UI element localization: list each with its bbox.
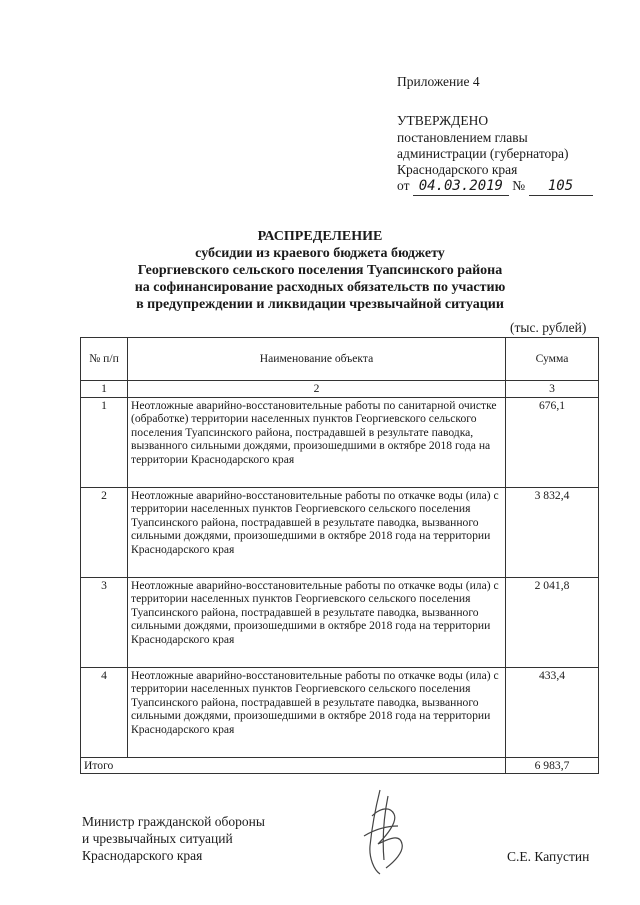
index-cell: 2 bbox=[128, 381, 506, 398]
index-cell: 1 bbox=[81, 381, 128, 398]
date-prefix: от bbox=[397, 178, 410, 193]
table-row bbox=[81, 577, 599, 667]
document-title: РАСПРЕДЕЛЕНИЕ bbox=[257, 229, 383, 244]
title-line-2: Георгиевского сельского поселения Туапсинского района bbox=[137, 263, 503, 278]
row-sum: 676,1 bbox=[506, 397, 599, 487]
header-sum: Сумма bbox=[506, 338, 599, 381]
distribution-table bbox=[80, 337, 599, 774]
decree-date: 04.03.2019 bbox=[413, 178, 509, 196]
index-row bbox=[81, 381, 599, 398]
signer-position-line-1: Министр гражданской обороны bbox=[82, 814, 265, 829]
approved-line-3: Краснодарского края bbox=[397, 162, 518, 177]
title-line-1: субсидии из краевого бюджета бюджету bbox=[195, 246, 445, 261]
row-num: 3 bbox=[81, 577, 128, 667]
row-num: 2 bbox=[81, 487, 128, 577]
table-row bbox=[81, 397, 599, 487]
index-cell: 3 bbox=[506, 381, 599, 398]
number-prefix: № bbox=[512, 178, 526, 193]
row-sum: 2 041,8 bbox=[506, 577, 599, 667]
title-line-4: в предупреждении и ликвидации чрезвычайной ситуации bbox=[136, 297, 504, 312]
table-row bbox=[81, 667, 599, 757]
decree-date-line bbox=[397, 178, 597, 196]
signer-position-line-2: и чрезвычайных ситуаций bbox=[82, 831, 233, 846]
signer-name: С.Е. Капустин bbox=[507, 849, 590, 864]
header-num: № п/п bbox=[81, 338, 128, 381]
row-name: Неотложные аварийно-восстановительные работы по откачке воды (ила) с территории населенных пунктов Георгиевского сельского поселения Туапсинского района, пострадавшей в результате паводка, вызванного сильными дождями, произошедшими в октябре 2018 года на территории Краснодарского края bbox=[128, 667, 506, 757]
total-row bbox=[81, 757, 599, 774]
decree-number: 105 bbox=[529, 178, 593, 196]
row-num: 4 bbox=[81, 667, 128, 757]
row-name: Неотложные аварийно-восстановительные работы по санитарной очистке (обработке) территории населенных пунктов Георгиевского сельского поселения Туапсинского района, пострадавшей в результате паводка, вызванного сильными дождями, произошедшими в октябре 2018 года на территории Краснодарского края bbox=[128, 397, 506, 487]
table-header-row bbox=[81, 338, 599, 381]
appendix-label: Приложение 4 bbox=[397, 74, 480, 89]
total-value: 6 983,7 bbox=[506, 757, 599, 774]
handwritten-signature-icon bbox=[350, 786, 420, 878]
row-sum: 433,4 bbox=[506, 667, 599, 757]
total-label: Итого bbox=[81, 757, 506, 774]
approved-line-2: администрации (губернатора) bbox=[397, 146, 569, 161]
units-label: (тыс. рублей) bbox=[510, 320, 587, 335]
approved-stamp: УТВЕРЖДЕНО bbox=[397, 113, 489, 128]
row-num: 1 bbox=[81, 397, 128, 487]
approved-line-1: постановлением главы bbox=[397, 130, 528, 145]
header-name: Наименование объекта bbox=[128, 338, 506, 381]
row-name: Неотложные аварийно-восстановительные работы по откачке воды (ила) с территории населенных пунктов Георгиевского сельского поселения Туапсинского района, пострадавшей в результате паводка, вызванного сильными дождями, произошедшими в октябре 2018 года на территории Краснодарского края bbox=[128, 577, 506, 667]
signer-position-line-3: Краснодарского края bbox=[82, 848, 203, 863]
title-line-3: на софинансирование расходных обязательств по участию bbox=[134, 280, 506, 295]
row-sum: 3 832,4 bbox=[506, 487, 599, 577]
table-row bbox=[81, 487, 599, 577]
row-name: Неотложные аварийно-восстановительные работы по откачке воды (ила) с территории населенных пунктов Георгиевского сельского поселения Туапсинского района, пострадавшей в результате паводка, вызванного сильными дождями, произошедшими в октябре 2018 года на территории Краснодарского края bbox=[128, 487, 506, 577]
